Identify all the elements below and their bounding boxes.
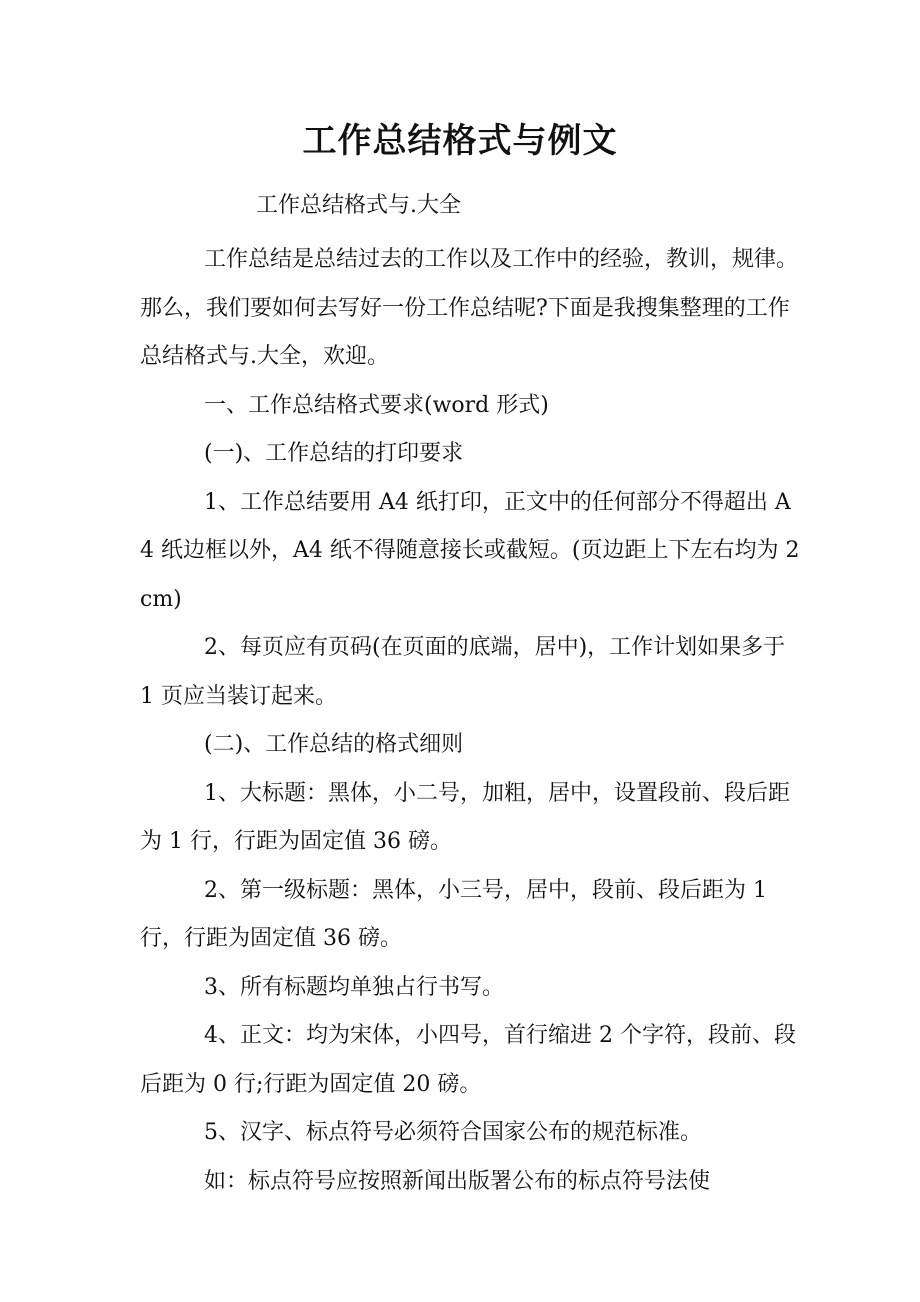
paragraph-print-rule-2: 2、每页应有页码(在页面的底端，居中)，工作计划如果多于 1 页应当装订起来。 xyxy=(140,635,786,709)
paragraph-intro: 工作总结是总结过去的工作以及工作中的经验，教训，规律。那么，我们要如何去写好一份工作总结呢?下面是我搜集整理的工作总结格式与.大全，欢迎。 xyxy=(140,247,799,369)
document-body xyxy=(140,236,800,1206)
paragraph-format-rule-3: 3、所有标题均单独占行书写。 xyxy=(204,974,504,1000)
subsection-heading-print: (一)、工作总结的打印要求 xyxy=(204,441,464,466)
paragraph-format-rule-5: 5、汉字、标点符号必须符合国家公布的规范标准。 xyxy=(204,1120,702,1145)
paragraph-print-rule-1: 1、工作总结要用 A4 纸打印，正文中的任何部分不得超出 A4 纸边框以外，A4 纸不得随意接长或截短。(页边距上下左右均为 2cm) xyxy=(140,489,800,612)
document-title: 工作总结格式与例文 xyxy=(302,121,618,161)
paragraph-format-rule-4: 4、正文：均为宋体，小四号，首行缩进 2 个字符，段前、段后距为 0 行;行距为固定值 20 磅。 xyxy=(140,1023,796,1097)
paragraph-example: 如：标点符号应按照新闻出版署公布的标点符号法使 xyxy=(204,1168,711,1194)
subsection-heading-format: (二)、工作总结的格式细则 xyxy=(204,732,464,757)
paragraph-format-rule-1: 1、大标题：黑体，小二号，加粗，居中，设置段前、段后距为 1 行，行距为固定值 36 磅。 xyxy=(140,780,790,854)
section-heading-1: 一、工作总结格式要求(word 形式) xyxy=(204,392,549,418)
paragraph-format-rule-2: 2、第一级标题：黑体，小三号，居中，段前、段后距为 1 行，行距为固定值 36 磅。 xyxy=(140,877,767,951)
document-subtitle: 工作总结格式与.大全 xyxy=(256,193,461,218)
